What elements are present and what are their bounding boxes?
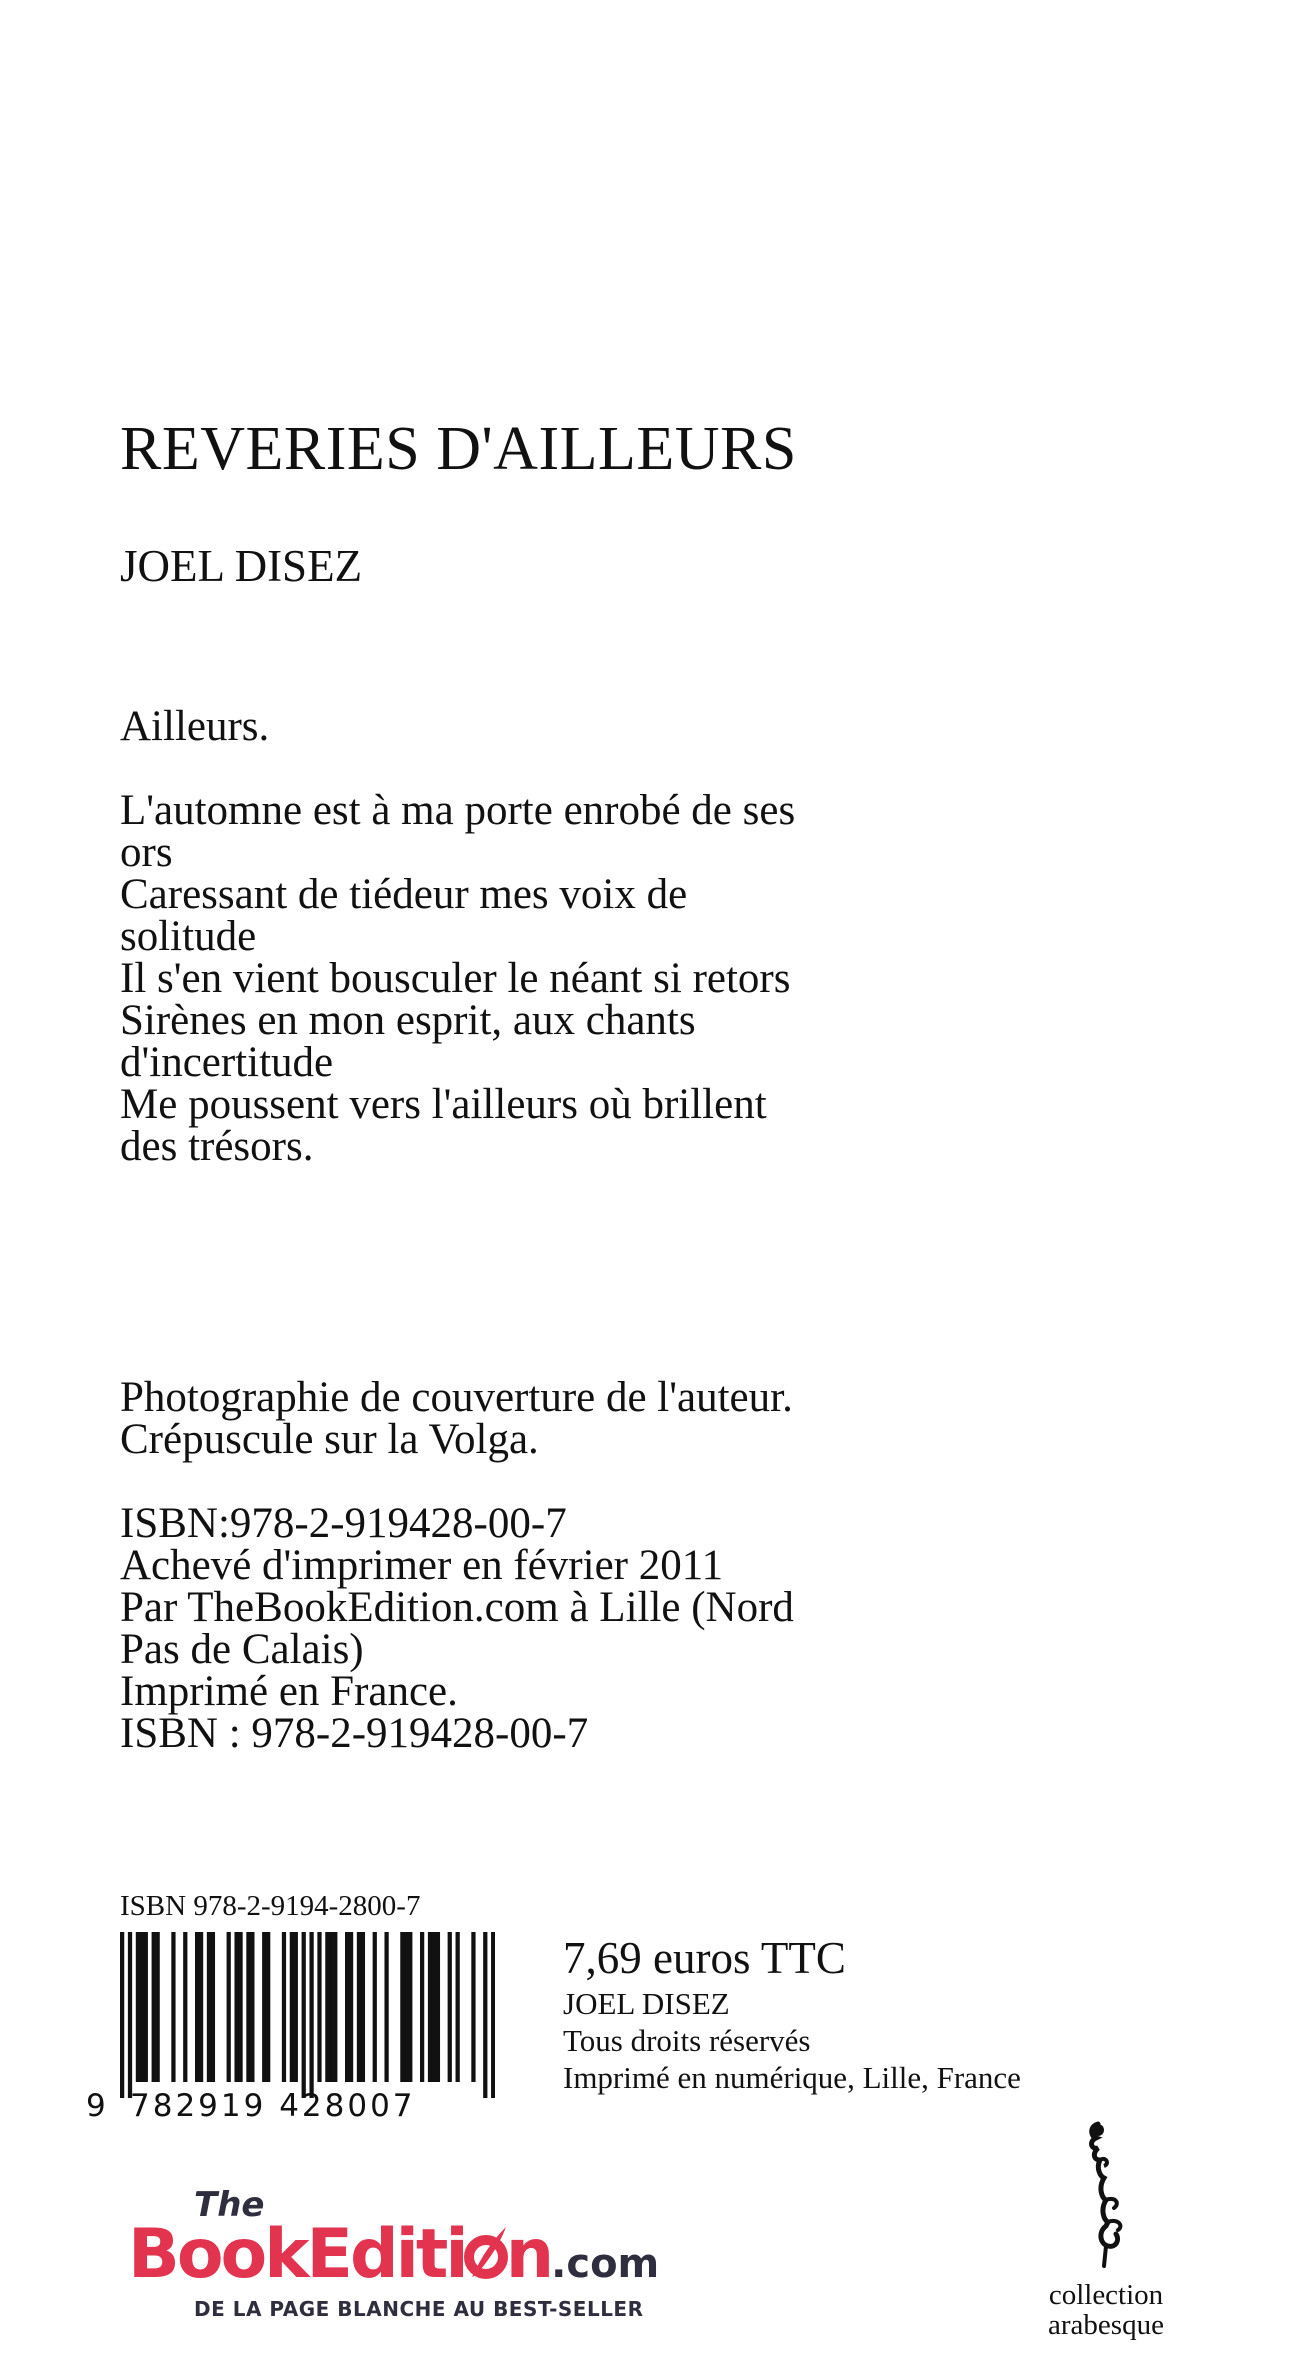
credits [120,1374,1020,1757]
barcode-bar [408,1932,412,2082]
barcode-bar [282,1932,286,2082]
barcode-bar [266,1932,270,2082]
poem-line: L'automne est à ma porte enrobé de ses [120,787,796,834]
barcode-guard-bar [491,1932,495,2098]
barcode-guard-bar [302,1932,306,2098]
barcode-bar [238,1932,242,2082]
photo-credit-line: Photographie de couverture de l'auteur. [120,1374,793,1421]
info-rights: Tous droits réservés [563,2023,811,2058]
barcode-bar [250,1932,254,2082]
barcode-first-digit: 9 [86,2088,106,2124]
barcode-bar [140,1932,144,2082]
logo-wordmark [128,2215,659,2294]
barcode-bar [333,1932,337,2082]
print-info-line: Pas de Calais) [120,1626,364,1673]
barcode-bar [246,1932,250,2082]
barcode-guard-bar [128,1932,132,2098]
book-title: REVERIES D'AILLEURS [120,415,797,483]
barcode-bar [428,1932,432,2082]
barcode-bar [207,1932,211,2082]
barcode-digits: 782919 428007 [130,2088,416,2124]
logo-dotcom: .com [551,2241,660,2287]
barcode-bar [290,1932,294,2082]
barcode-bar [456,1932,460,2082]
poem-line: ors [120,829,173,876]
barcode-bar [156,1932,160,2082]
barcode-bar [171,1932,175,2082]
barcode-bar [384,1932,388,2082]
poem-line: des trésors. [120,1123,314,1170]
print-info-line: ISBN : 978-2-919428-00-7 [120,1710,589,1757]
poem-line: Me poussent vers l'ailleurs où brillent [120,1081,767,1128]
photo-credit-line: Crépuscule sur la Volga. [120,1416,539,1463]
barcode-guard-bar [120,1932,124,2098]
barcode-bar [152,1932,156,2082]
print-info-line: ISBN:978-2-919428-00-7 [120,1500,567,1547]
barcode-bar [436,1932,440,2082]
collection-line2: arabesque [1048,2309,1164,2341]
logo-main-end: n [505,2215,552,2294]
barcode-bar [329,1932,333,2082]
barcode-bar [471,1932,475,2082]
poem-line: Il s'en vient bousculer le néant si retors [120,955,791,1002]
poem-heading: Ailleurs. [120,703,270,750]
publisher-info [563,1985,1021,2096]
barcode-bar [361,1932,365,2082]
logo-main-text: BookEditi [128,2215,466,2294]
price: 7,69 euros TTC [563,1933,846,1983]
poem-line: Caressant de tiédeur mes voix de [120,871,688,918]
barcode-bar [199,1932,203,2082]
collection-line1: collection [1048,2279,1164,2311]
print-info-line: Par TheBookEdition.com à Lille (Nord [120,1584,794,1631]
barcode-bar [262,1932,266,2082]
barcode-bar [144,1932,148,2082]
barcode-bar [345,1932,349,2082]
barcode-bar [183,1932,187,2082]
info-author: JOEL DISEZ [563,1986,730,2021]
collection-label [1036,2280,1176,2340]
poem-line: d'incertitude [120,1039,334,1086]
logo-tagline: DE LA PAGE BLANCHE AU BEST-SELLER [194,2297,644,2321]
barcode-bar [227,1932,231,2082]
barcode-bar [349,1932,353,2082]
barcode-bar [195,1932,199,2082]
barcode-bar [357,1932,361,2082]
barcode-bar [211,1932,215,2082]
poem [120,703,1020,1170]
barcode-bar [294,1932,298,2082]
barcode-bar [432,1932,436,2082]
barcode-bars [120,1932,495,2098]
barcode-guard-bar [309,1932,313,2098]
barcode-bar [400,1932,404,2082]
book-author: JOEL DISEZ [120,541,363,591]
barcode-bar [317,1932,321,2082]
print-info-line: Achevé d'imprimer en février 2011 [120,1542,724,1589]
barcode-bar [325,1932,329,2082]
barcode [120,1932,495,2098]
barcode-bar [136,1932,140,2082]
barcode-guard-bar [483,1932,487,2098]
thebookedition-logo [128,2185,728,2325]
barcode-bar [448,1932,452,2082]
barcode-bar [234,1932,238,2082]
barcode-bar [373,1932,377,2082]
poem-line: solitude [120,913,257,960]
barcode-bar [404,1932,408,2082]
print-info-line: Imprimé en France. [120,1668,458,1715]
barcode-bar [420,1932,424,2082]
arabesque-flourish-icon [1070,2120,1130,2270]
barcode-isbn-label: ISBN 978-2-9194-2800-7 [120,1890,421,1922]
quill-icon [464,2225,508,2281]
info-printed: Imprimé en numérique, Lille, France [563,2060,1021,2095]
poem-line: Sirènes en mon esprit, aux chants [120,997,696,1044]
logo-the: The [194,2185,265,2225]
